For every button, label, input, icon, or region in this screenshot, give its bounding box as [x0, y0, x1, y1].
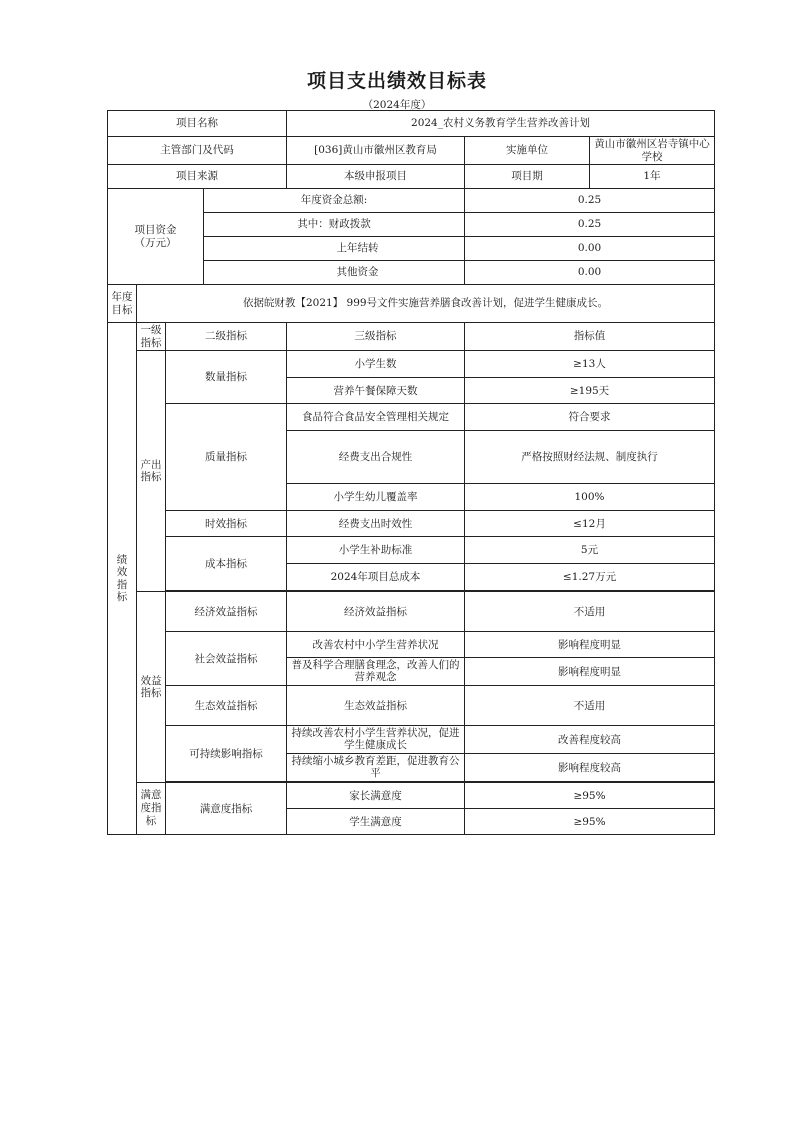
source-value: 本级申报项目 — [287, 165, 465, 189]
header-level1: 一级 指标 — [137, 323, 166, 351]
quality-label: 质量指标 — [166, 404, 287, 511]
indicator-name: 食品符合食品安全管理相关规定 — [287, 404, 465, 431]
row-department — [108, 137, 715, 165]
cost-label: 成本指标 — [166, 537, 287, 591]
table-row — [108, 404, 715, 431]
annual-goal-label — [108, 285, 137, 323]
indicator-value: 影响程度较高 — [465, 754, 715, 782]
table-row — [108, 351, 715, 378]
period-label: 项目期 — [465, 165, 590, 189]
table-row — [108, 726, 715, 754]
indicator-value: 影响程度明显 — [465, 632, 715, 658]
funds-label-line1: 项目资金 — [134, 224, 177, 237]
timeliness-label: 时效指标 — [166, 511, 287, 537]
indicator-name: 经济效益指标 — [287, 592, 465, 632]
indicator-value: 不适用 — [465, 686, 715, 726]
source-label: 项目来源 — [108, 165, 287, 189]
indicator-value: 改善程度较高 — [465, 726, 715, 754]
funds-fiscal-label: 其中：财政拨款 — [204, 213, 465, 237]
performance-table — [107, 110, 715, 835]
project-name-value: 2024_农村义务教育学生营养改善计划 — [287, 111, 715, 137]
funds-carryover-label: 上年结转 — [204, 237, 465, 261]
header-value: 指标值 — [465, 323, 715, 351]
indicator-name: 小学生幼儿覆盖率 — [287, 484, 465, 511]
annual-goal-text: 依据皖财教【2021】 999号文件实施营养膳食改善计划，促进学生健康成长。 — [137, 285, 715, 323]
indicator-value: ≤12月 — [465, 511, 715, 537]
satisfaction-indicator-label: 满意 度指 标 — [137, 783, 166, 835]
social-label: 社会效益指标 — [166, 632, 287, 686]
indicator-value: ≥195天 — [465, 378, 715, 404]
quantity-label: 数量指标 — [166, 351, 287, 404]
indicator-name: 持续改善农村小学生营养状况，促进学生健康成长 — [287, 726, 465, 754]
header-level2: 二级指标 — [166, 323, 287, 351]
fiscal-year: （2024年度） — [362, 99, 432, 111]
funds-other-label: 其他资金 — [204, 261, 465, 285]
perf-indicator-label: 绩 效 指 标 — [108, 323, 137, 835]
indicator-name: 经费支出合规性 — [287, 431, 465, 484]
row-annual-goal — [108, 285, 715, 323]
project-name-label: 项目名称 — [108, 111, 287, 137]
table-row — [108, 686, 715, 726]
indicator-name: 学生满意度 — [287, 809, 465, 835]
indicator-name: 小学生数 — [287, 351, 465, 378]
satisfaction-label: 满意度指标 — [166, 783, 287, 835]
impl-label: 实施单位 — [465, 137, 590, 165]
indicator-value: 5元 — [465, 537, 715, 564]
impl-value: 黄山市徽州区岩寺镇中心学校 — [590, 137, 715, 165]
indicator-value: 不适用 — [465, 592, 715, 632]
row-project-name — [108, 111, 715, 137]
row-source — [108, 165, 715, 189]
header-level3: 三级指标 — [287, 323, 465, 351]
indicator-name: 普及科学合理膳食理念，改善人们的营养观念 — [287, 658, 465, 686]
annual-goal-label-line1: 年度 — [111, 291, 133, 304]
output-indicator-label: 产出 指标 — [137, 351, 166, 592]
indicator-value: ≥13人 — [465, 351, 715, 378]
indicator-name: 生态效益指标 — [287, 686, 465, 726]
table-row — [108, 511, 715, 537]
table-row — [108, 592, 715, 632]
indicator-value: 影响程度明显 — [465, 658, 715, 686]
funds-fiscal-value: 0.25 — [465, 213, 715, 237]
table-row — [108, 783, 715, 809]
indicator-name: 改善农村中小学生营养状况 — [287, 632, 465, 658]
page-title: 项目支出绩效目标表 — [306, 70, 487, 92]
dept-label: 主管部门及代码 — [108, 137, 287, 165]
indicator-value: 100% — [465, 484, 715, 511]
row-funds-total — [108, 189, 715, 213]
indicator-value: 严格按照财经法规、制度执行 — [465, 431, 715, 484]
funds-label — [108, 189, 204, 285]
period-value: 1年 — [590, 165, 715, 189]
funds-other-value: 0.00 — [465, 261, 715, 285]
indicator-value: ≥95% — [465, 783, 715, 809]
indicator-name: 持续缩小城乡教育差距，促进教育公平 — [287, 754, 465, 782]
table-row — [108, 537, 715, 564]
indicator-name: 家长满意度 — [287, 783, 465, 809]
economic-label: 经济效益指标 — [166, 592, 287, 632]
indicator-name: 营养午餐保障天数 — [287, 378, 465, 404]
indicator-name: 经费支出时效性 — [287, 511, 465, 537]
indicator-name: 2024年项目总成本 — [287, 564, 465, 591]
ecological-label: 生态效益指标 — [166, 686, 287, 726]
table-row — [108, 632, 715, 658]
row-indicator-header — [108, 323, 715, 351]
funds-label-line2: （万元） — [134, 236, 177, 249]
indicator-value: ≥95% — [465, 809, 715, 835]
benefit-indicator-label: 效益 指标 — [137, 592, 166, 783]
indicator-value: ≤1.27万元 — [465, 564, 715, 591]
dept-value: [036]黄山市徽州区教育局 — [287, 137, 465, 165]
funds-total-value: 0.25 — [465, 189, 715, 213]
annual-goal-label-line2: 目标 — [111, 303, 133, 316]
sustainable-label: 可持续影响指标 — [166, 726, 287, 782]
indicator-value: 符合要求 — [465, 404, 715, 431]
funds-total-label: 年度资金总额: — [204, 189, 465, 213]
indicator-name: 小学生补助标准 — [287, 537, 465, 564]
funds-carryover-value: 0.00 — [465, 237, 715, 261]
